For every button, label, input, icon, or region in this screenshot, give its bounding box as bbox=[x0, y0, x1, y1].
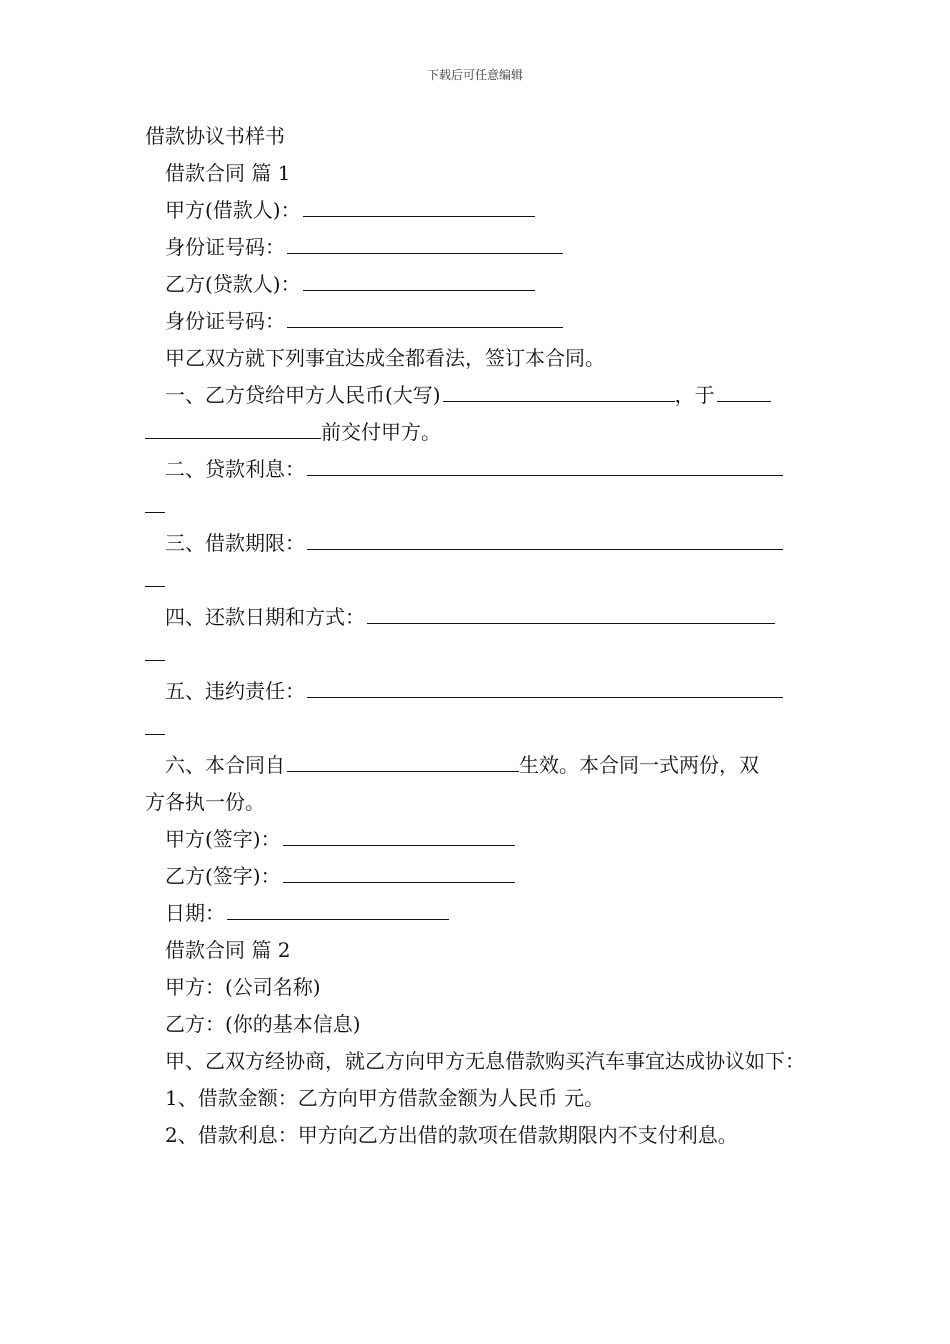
clause4-blank bbox=[367, 622, 775, 624]
clause6-blank bbox=[287, 770, 519, 772]
clause3-blank bbox=[307, 548, 783, 550]
clause5-blank bbox=[307, 696, 783, 698]
id-a-blank bbox=[287, 252, 563, 254]
date-blank bbox=[227, 918, 449, 920]
clause6-line bbox=[145, 747, 807, 784]
clause5-continuation bbox=[145, 710, 807, 747]
id-b-line bbox=[145, 303, 807, 340]
clause4-label: 四、还款日期和方式： bbox=[165, 605, 365, 629]
party-b-line bbox=[145, 266, 807, 303]
clause5-label: 五、违约责任： bbox=[165, 679, 305, 703]
id-b-blank bbox=[287, 326, 563, 328]
clause5-tail-blank bbox=[145, 733, 165, 735]
clause3-continuation bbox=[145, 562, 807, 599]
date-label: 日期： bbox=[165, 901, 225, 925]
document-title: 借款协议书样书 bbox=[145, 124, 285, 148]
date-line bbox=[145, 895, 807, 932]
clause1-date-blank-end bbox=[145, 437, 321, 439]
sign-b-label: 乙方(签字)： bbox=[165, 864, 281, 888]
party-a-blank bbox=[303, 215, 535, 217]
contract2-heading: 借款合同 篇 2 bbox=[165, 938, 291, 962]
clause3-line bbox=[145, 525, 807, 562]
contract2-item1: 1、借款金额：乙方向甲方借款金额为人民币 元。 bbox=[165, 1086, 605, 1110]
clause2-continuation bbox=[145, 488, 807, 525]
clause3-label: 三、借款期限： bbox=[165, 531, 305, 555]
clause6-continuation: 方各执一份。 bbox=[145, 790, 265, 814]
id-a-line bbox=[145, 229, 807, 266]
sign-b-blank bbox=[283, 881, 515, 883]
clause1-date-blank-start bbox=[717, 400, 771, 402]
contract2-party-b: 乙方：(你的基本信息) bbox=[165, 1012, 361, 1036]
clause5-line bbox=[145, 673, 807, 710]
clause4-continuation bbox=[145, 636, 807, 673]
contract2-intro: 甲、乙双方经协商，就乙方向甲方无息借款购买汽车事宜达成协议如下： bbox=[165, 1049, 805, 1073]
clause2-tail-blank bbox=[145, 511, 165, 513]
clause2-label: 二、贷款利息： bbox=[165, 457, 305, 481]
clause4-line bbox=[145, 599, 807, 636]
clause1-continuation bbox=[145, 414, 807, 451]
sign-b-line bbox=[145, 858, 807, 895]
sign-a-label: 甲方(签字)： bbox=[165, 827, 281, 851]
clause1-line bbox=[145, 377, 807, 414]
page-header-note: 下载后可任意编辑 bbox=[426, 68, 523, 82]
agreement-line: 甲乙双方就下列事宜达成全都看法，签订本合同。 bbox=[165, 346, 605, 370]
id-b-label: 身份证号码： bbox=[165, 309, 285, 333]
contract2-item2: 2、借款利息：甲方向乙方出借的款项在借款期限内不支付利息。 bbox=[165, 1123, 738, 1147]
clause4-tail-blank bbox=[145, 659, 165, 661]
clause6-label: 六、本合同自 bbox=[165, 753, 285, 777]
clause2-line bbox=[145, 451, 807, 488]
clause1-tail: 前交付甲方。 bbox=[321, 420, 441, 444]
clause3-tail-blank bbox=[145, 585, 165, 587]
contract2-party-a: 甲方：(公司名称) bbox=[165, 975, 321, 999]
party-a-label: 甲方(借款人)： bbox=[165, 198, 301, 222]
clause1-amount-blank bbox=[443, 400, 675, 402]
sign-a-blank bbox=[283, 844, 515, 846]
clause1-mid: ，于 bbox=[674, 383, 715, 407]
contract1-heading: 借款合同 篇 1 bbox=[165, 161, 291, 185]
clause2-blank bbox=[307, 474, 783, 476]
sign-a-line bbox=[145, 821, 807, 858]
clause6-mid: 生效。本合同一式两份，双 bbox=[519, 753, 759, 777]
document-body bbox=[145, 118, 807, 1154]
id-a-label: 身份证号码： bbox=[165, 235, 285, 259]
party-a-line bbox=[145, 192, 807, 229]
clause1-label: 一、乙方贷给甲方人民币(大写) bbox=[165, 383, 441, 407]
party-b-blank bbox=[303, 289, 535, 291]
party-b-label: 乙方(贷款人)： bbox=[165, 272, 301, 296]
